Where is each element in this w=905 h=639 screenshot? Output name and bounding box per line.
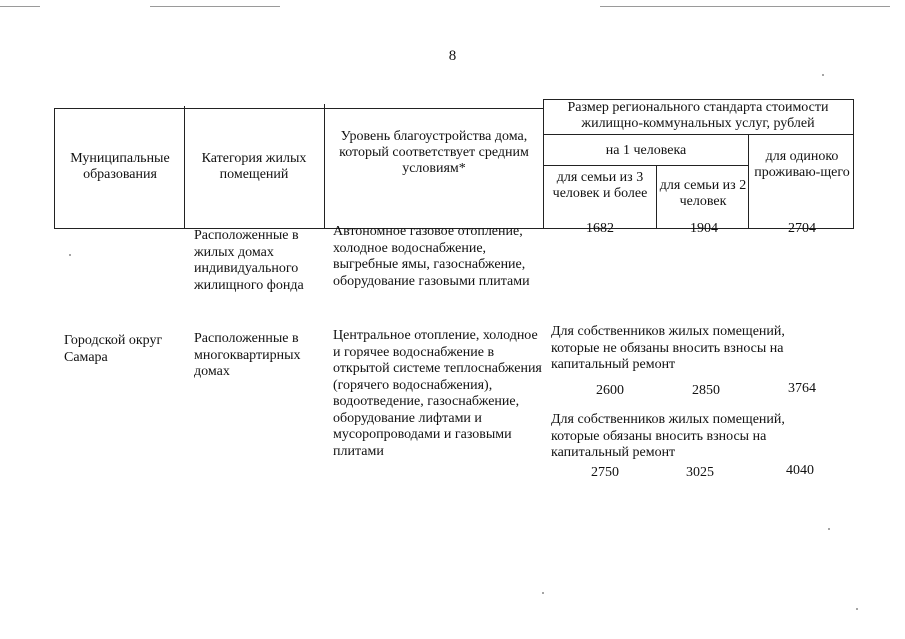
row1-category: Расположенные в жилых домах индивидуального жилищного фонда — [194, 228, 304, 293]
row1-level: Автономное газовое отопление, холодное водоснабжение, выгребные ямы, газоснабжение, оборудование газовыми плитами — [333, 224, 530, 289]
column-divider — [184, 106, 185, 229]
header-single: для одиноко проживаю-щего — [754, 149, 850, 180]
header-inner-line — [543, 165, 749, 166]
header-inner-line — [543, 134, 854, 135]
row2-a-family2-value: 2850 — [692, 383, 720, 398]
column-divider — [656, 165, 657, 229]
row2-a-single-value: 3764 — [788, 381, 816, 396]
row2-b-family3-value: 2750 — [591, 465, 619, 480]
column-divider — [54, 108, 55, 229]
row1-family3-value: 1682 — [586, 221, 614, 236]
header-municipality: Муниципальные образования — [70, 151, 170, 182]
row1-family2-value: 1904 — [690, 221, 718, 236]
header-level: Уровень благоустройства дома, который соответствует средним условиям* — [339, 129, 529, 176]
row2-b-single-value: 4040 — [786, 463, 814, 478]
column-divider — [853, 99, 854, 229]
row2-category: Расположенные в многоквартирных домах — [194, 331, 301, 379]
row2-level: Центральное отопление, холодное и горячее водоснабжение в открытой системе теплоснабжения (горячего водоснабжения), водоотведение, газоснабжение, оборудование лифтами и мусоропроводами и газовыми плитами — [333, 328, 542, 459]
row1-single-value: 2704 — [788, 221, 816, 236]
header-standard-group: Размер регионального стандарта стоимости жилищно-коммунальных услуг, рублей — [567, 100, 829, 131]
municipality-name: Городской округ Самара — [64, 333, 163, 365]
column-divider — [324, 104, 325, 229]
row2-note-a: Для собственников жилых помещений, которые не обязаны вносить взносы на капитальный ремонт — [551, 324, 785, 372]
header-family-2: для семьи из 2 человек — [659, 178, 747, 209]
header-per-person: на 1 человека — [605, 143, 687, 158]
header-category: Категория жилых помещений — [201, 151, 307, 182]
page-number: 8 — [448, 48, 457, 64]
row2-a-family3-value: 2600 — [596, 383, 624, 398]
column-divider — [543, 99, 544, 229]
column-divider — [748, 134, 749, 229]
header-family-3: для семьи из 3 человек и более — [552, 170, 648, 201]
table-top-border — [54, 108, 544, 109]
row2-note-b: Для собственников жилых помещений, которые обязаны вносить взносы на капитальный ремонт — [551, 412, 785, 460]
row2-b-family2-value: 3025 — [686, 465, 714, 480]
